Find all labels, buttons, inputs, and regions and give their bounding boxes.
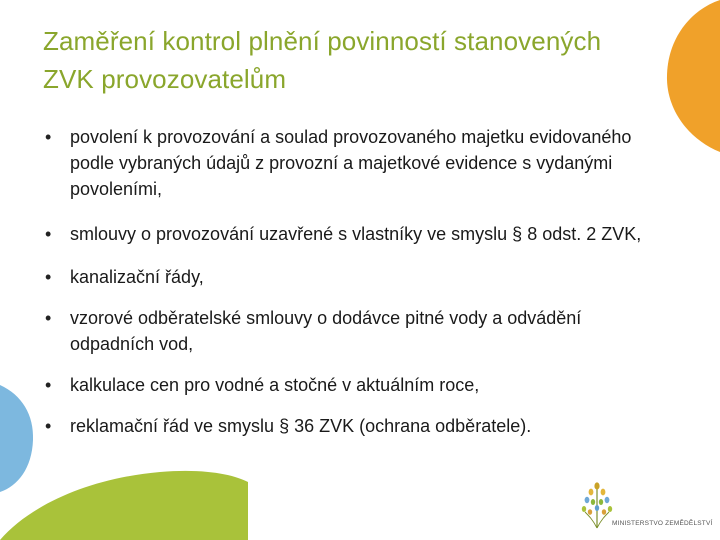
bullet-icon: • [45, 267, 52, 287]
blue-left-shape [0, 385, 33, 492]
list-item [45, 413, 665, 439]
bullet-icon: • [45, 308, 52, 328]
list-item [45, 372, 665, 398]
list-item [45, 124, 665, 202]
list-item-text: povolení k provozování a soulad provozovaného majetku evidovaného podle vybraných údajů z provozní a majetkové evidence s vydanými povoleními, [70, 127, 632, 199]
bullet-icon: • [45, 127, 52, 147]
wheat-sheaf-icon [582, 482, 612, 528]
list-item-text: kanalizační řády, [70, 267, 204, 287]
list-item-text: kalkulace cen pro vodné a stočné v aktuálním roce, [70, 375, 480, 395]
slide-title: Zaměření kontrol plnění povinností stanovených ZVK provozovatelům [43, 26, 602, 94]
list-item [45, 305, 665, 357]
bullet-icon: • [45, 375, 52, 395]
bullet-icon: • [45, 224, 52, 244]
list-item-text: vzorové odběratelské smlouvy o dodávce pitné vody a odvádění odpadních vod, [70, 308, 582, 354]
bullet-list [45, 124, 665, 439]
list-item [45, 264, 665, 290]
green-bottom-shape [0, 471, 248, 540]
list-item [45, 221, 665, 247]
bullet-icon: • [45, 416, 52, 436]
orange-corner-shape [667, 0, 720, 152]
list-item-text: smlouvy o provozování uzavřené s vlastníky ve smyslu § 8 odst. 2 ZVK, [70, 224, 642, 244]
logo-text: MINISTERSTVO ZEMĚDĚLSTVÍ [612, 520, 713, 527]
list-item-text: reklamační řád ve smyslu § 36 ZVK (ochrana odběratele). [70, 416, 532, 436]
